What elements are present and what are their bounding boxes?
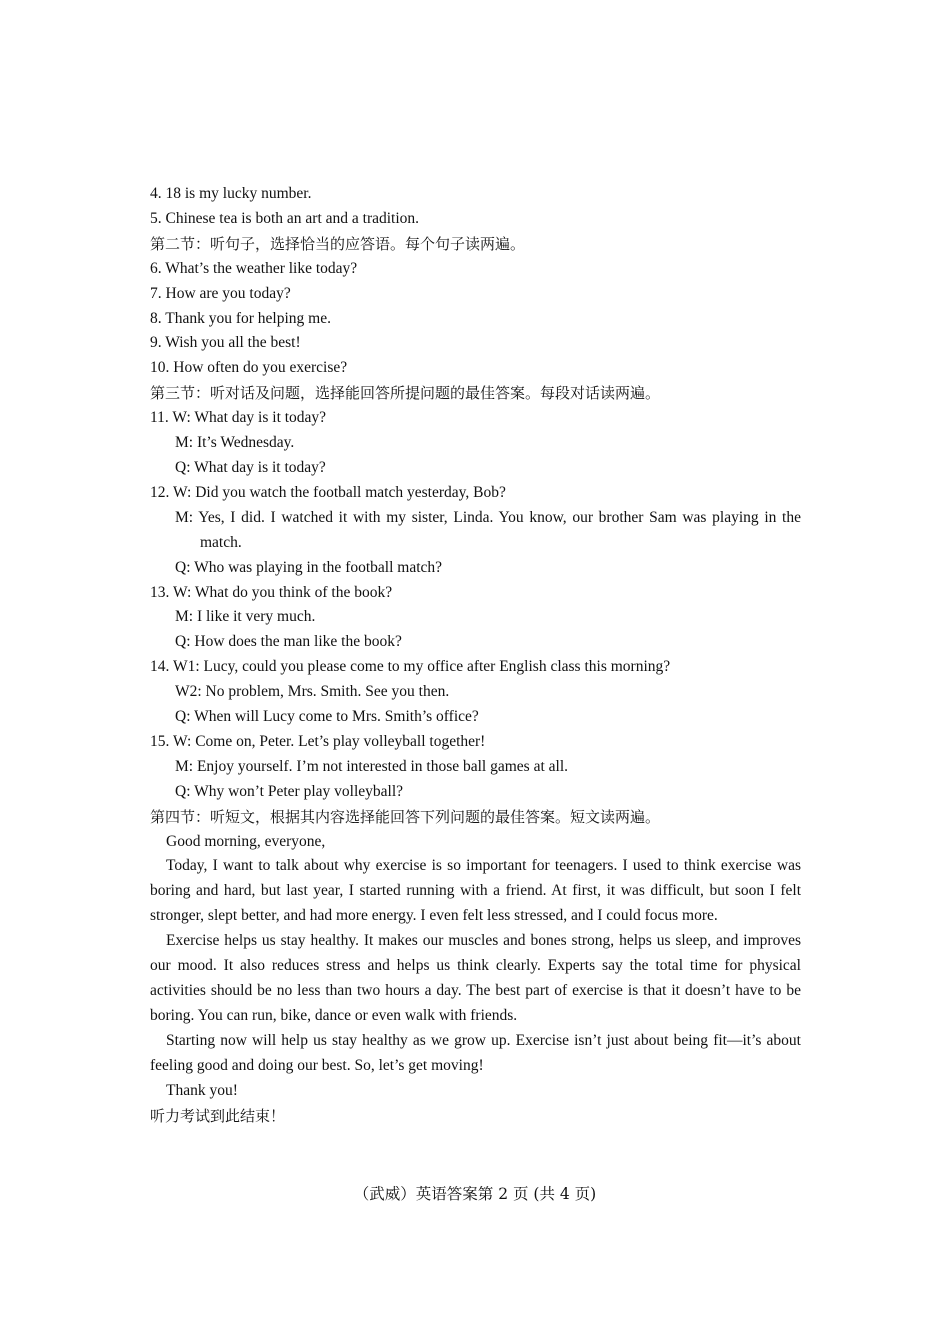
item-12-first: 12. W: Did you watch the football match yesterday, Bob? <box>150 483 506 501</box>
document-body <box>150 182 801 1128</box>
item-10: 10. How often do you exercise? <box>150 359 348 377</box>
item-11-question: Q: What day is it today? <box>175 458 326 476</box>
passage-closing: Thank you! <box>166 1081 238 1099</box>
item-15-question: Q: Why won’t Peter play volleyball? <box>175 782 404 800</box>
item-9: 9. Wish you all the best! <box>150 334 301 352</box>
section-4-heading: 第四节：听短文，根据其内容选择能回答下列问题的最佳答案。短文读两遍。 <box>150 807 661 826</box>
item-6: 6. What’s the weather like today? <box>150 259 358 277</box>
item-13-first: 13. W: What do you think of the book? <box>150 583 393 601</box>
item-7: 7. How are you today? <box>150 284 291 302</box>
passage-paragraph-2: Exercise helps us stay healthy. It makes our muscles and bones strong, helps us sleep, and improves our mood. It also reduces stress and helps us think clearly. Experts say the total time for physical activities should be no less than two hours a day. The best part of exercise is that it doesn’t have to be boring. You can run, bike, dance or even walk with friends. <box>150 932 801 1024</box>
item-14-reply: W2: No problem, Mrs. Smith. See you then. <box>175 683 450 701</box>
section-2-heading: 第二节：听句子，选择恰当的应答语。每个句子读两遍。 <box>150 234 526 253</box>
passage-paragraph-3: Starting now will help us stay healthy as we grow up. Exercise isn’t just about being fit—it’s about feeling good and doing our best. So, let’s get moving! <box>150 1031 801 1074</box>
item-12-reply: M: Yes, I did. I watched it with my sister, Linda. You know, our brother Sam was playing in the match. <box>175 508 801 551</box>
section-3-heading: 第三节：听对话及问题，选择能回答所提问题的最佳答案。每段对话读两遍。 <box>150 384 661 403</box>
item-13-question: Q: How does the man like the book? <box>175 633 402 651</box>
item-15-first: 15. W: Come on, Peter. Let’s play volleyball together! <box>150 732 486 750</box>
item-14-first: 14. W1: Lucy, could you please come to my office after English class this morning? <box>150 658 671 676</box>
item-5: 5. Chinese tea is both an art and a tradition. <box>150 209 420 227</box>
item-13-reply: M: I like it very much. <box>175 608 316 626</box>
item-15-reply: M: Enjoy yourself. I’m not interested in those ball games at all. <box>175 757 569 775</box>
item-11-reply: M: It’s Wednesday. <box>175 434 295 452</box>
item-4: 4. 18 is my lucky number. <box>150 185 312 202</box>
item-14-question: Q: When will Lucy come to Mrs. Smith’s office? <box>175 708 479 726</box>
end-note: 听力考试到此结束！ <box>150 1106 286 1125</box>
passage-greeting: Good morning, everyone, <box>166 832 326 850</box>
item-11-first: 11. W: What day is it today? <box>150 409 327 427</box>
item-12-question: Q: Who was playing in the football match? <box>175 558 443 576</box>
item-8: 8. Thank you for helping me. <box>150 309 331 327</box>
page-footer: （武威）英语答案第 2 页 (共 4 页) <box>353 1185 597 1203</box>
passage-paragraph-1: Today, I want to talk about why exercise is so important for teenagers. I used to think exercise was boring and hard, but last year, I started running with a friend. At first, it was difficult, but soon I felt stronger, slept better, and had more energy. I even felt less stressed, and I could focus more. <box>150 857 801 925</box>
